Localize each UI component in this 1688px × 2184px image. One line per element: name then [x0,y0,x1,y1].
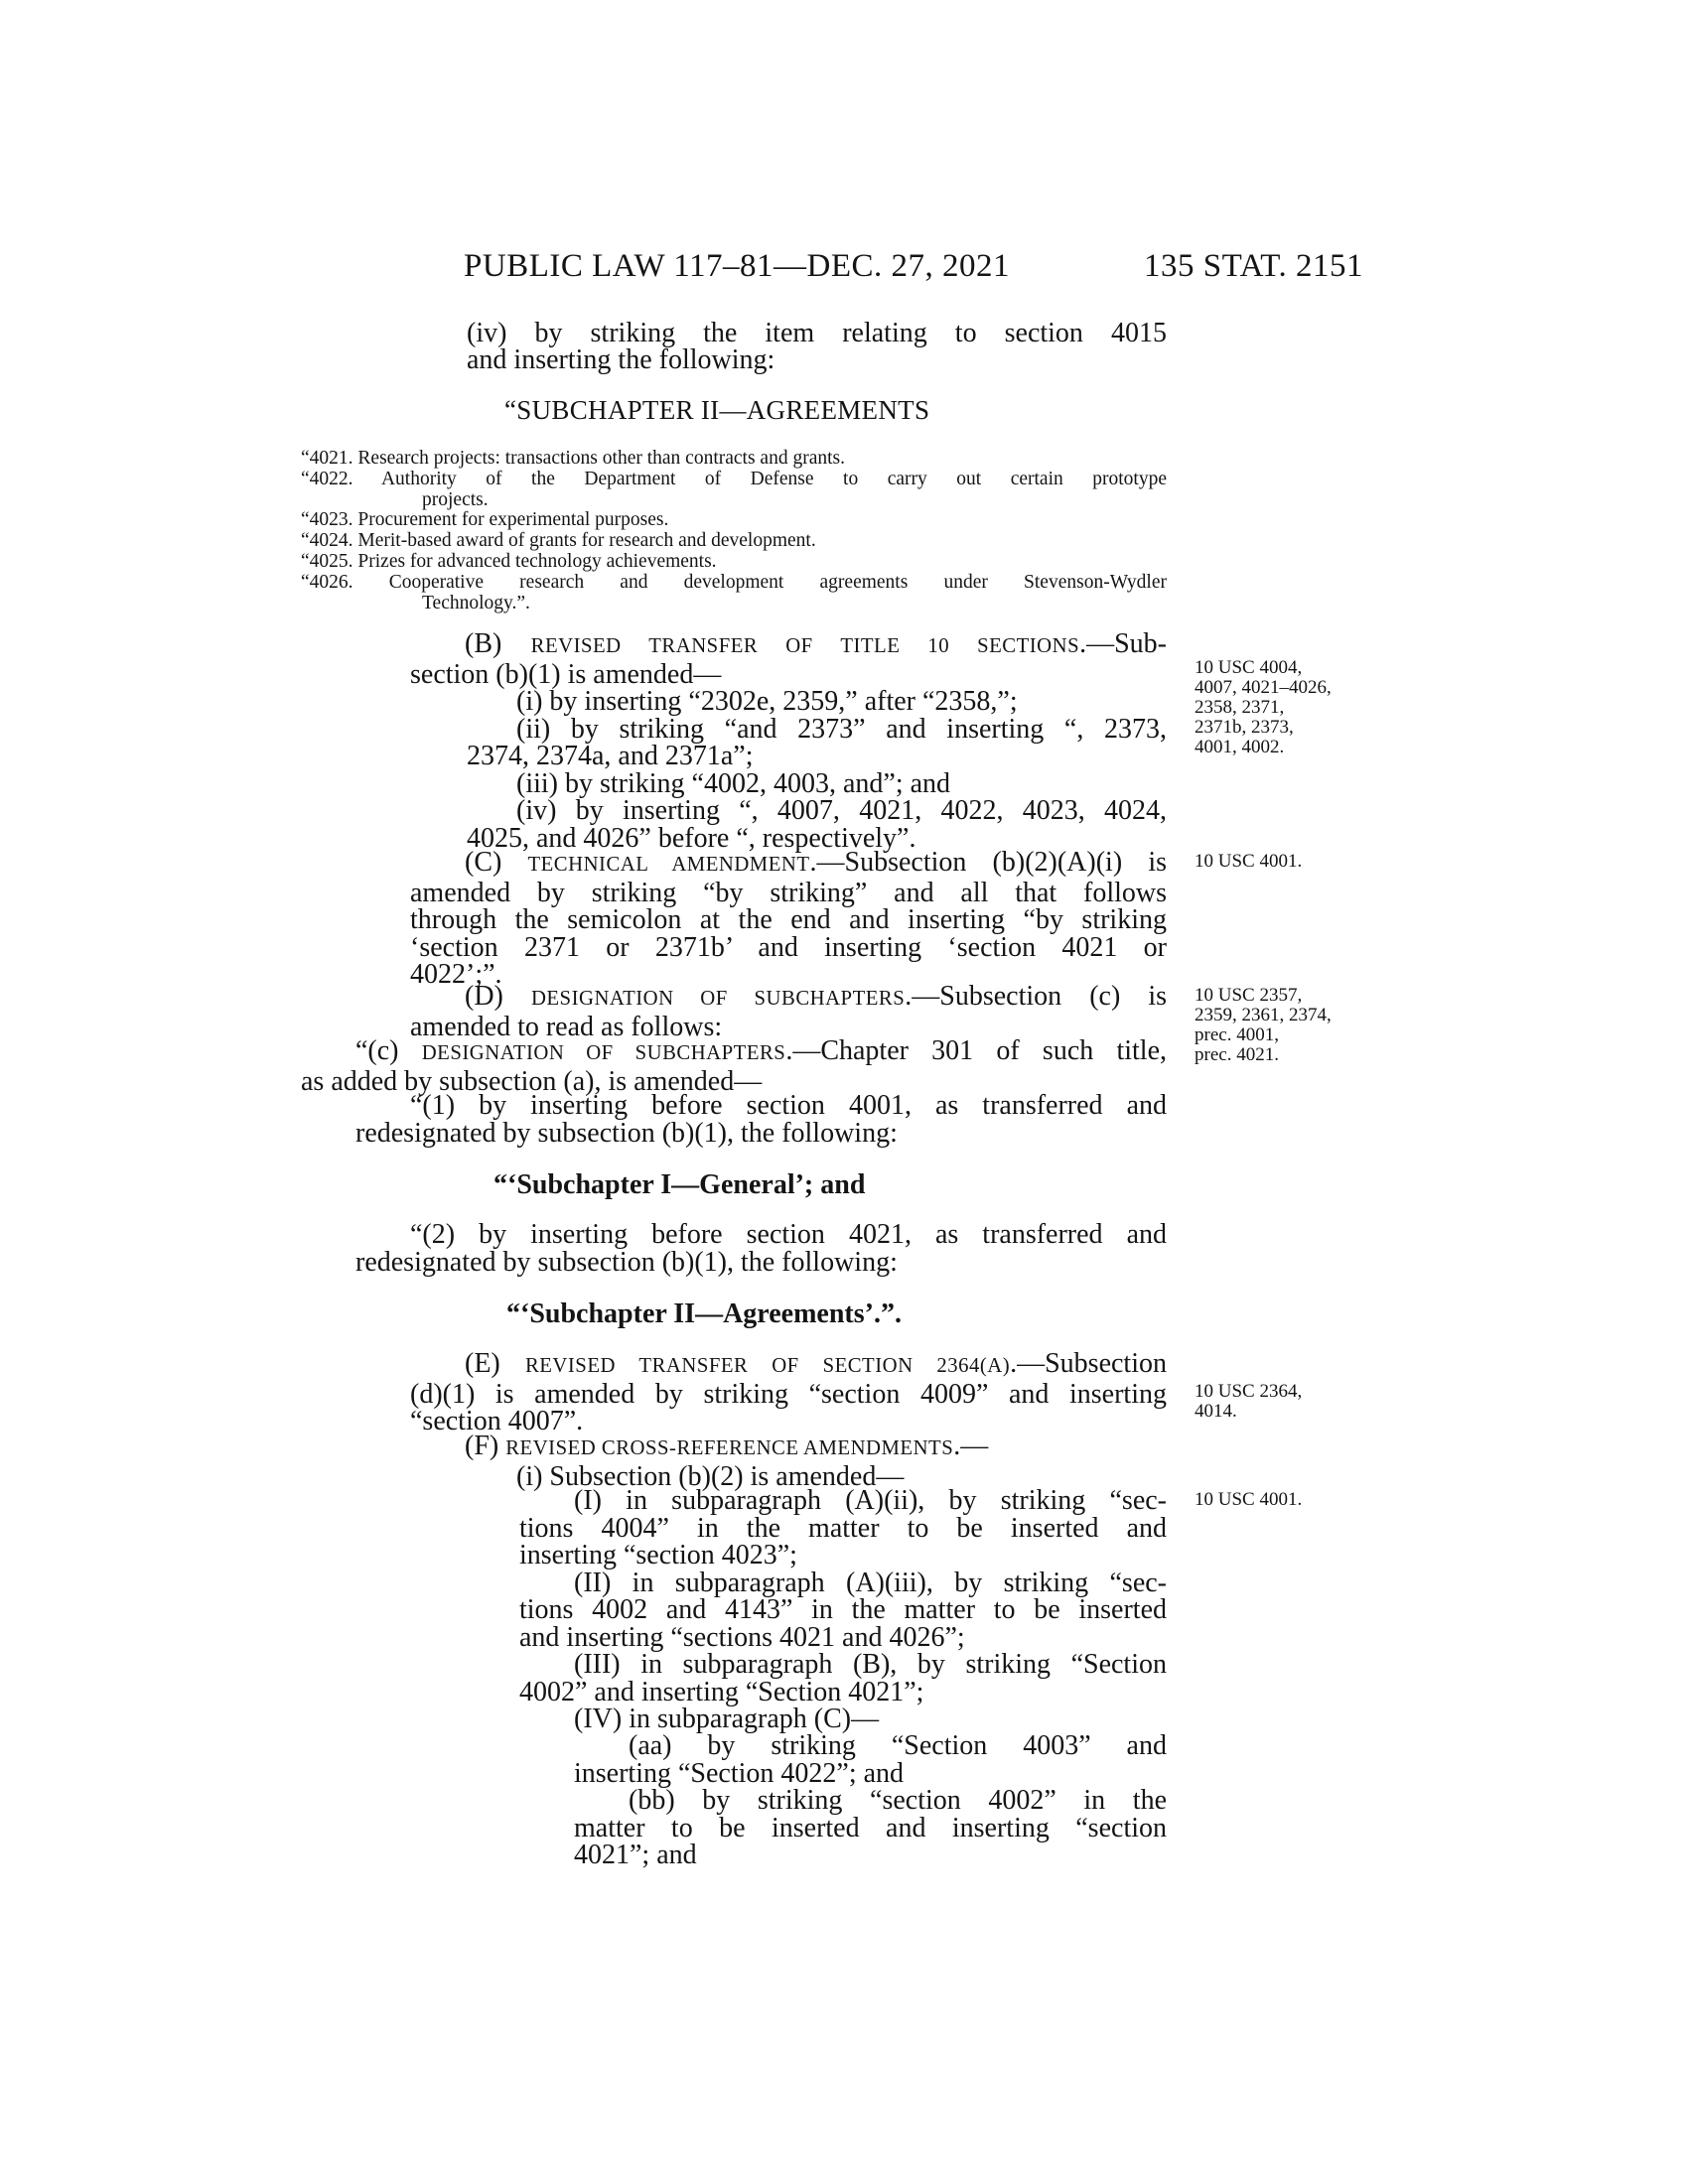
text-line: matter to be inserted and inserting “section [574,1812,1167,1843]
note-line: prec. 4001, [1195,1024,1279,1045]
note-line: 4001, 4002. [1195,737,1285,757]
paragraph-F [410,1433,1167,1490]
margin-note-usc [1195,852,1302,872]
note-line: 4014. [1195,1401,1237,1422]
text-line: (i) Subsection (b)(2) is amended— [516,1460,905,1492]
text-line: “(2) by inserting before section 4021, as transferred and [410,1219,1167,1250]
text-line: section (b)(1) is amended— [410,658,722,690]
text-line: tions 4002 and 4143” in the matter to be inserted [519,1594,1167,1625]
text-line [410,983,1167,1014]
toc-item: “4023. Procurement for experimental purposes. [301,509,669,531]
note-line: prec. 4021. [1195,1044,1279,1065]
note-line: 10 USC 4001. [1195,851,1303,872]
paragraph-E [410,1350,1167,1435]
caps-heading: REVISED CROSS-REFERENCE AMENDMENTS [505,1437,954,1459]
text-line: amended by striking “by striking” and all that follows [410,877,1167,908]
text-run: .—Sub- [1079,628,1167,659]
text-line: (d)(1) is amended by striking “section 4009” and inserting [410,1378,1167,1410]
note-line: 10 USC 2357, [1195,985,1303,1006]
text-line: (iii) by striking “4002, 4003, and”; and [516,767,951,799]
para-label: (B) [465,628,531,659]
text-line: 2374, 2374a, and 2371a”; [467,741,754,771]
toc-item: “4021. Research projects: transactions other than contracts and grants. [301,448,845,469]
text-line: through the semicolon at the end and inserting “by striking [410,904,1167,935]
note-line: 2359, 2361, 2374, [1195,1005,1332,1025]
note-line: 2358, 2371, [1195,697,1285,718]
text-line [410,849,1167,880]
text-run: .—Subsection (c) is [905,981,1168,1012]
text-line: (II) in subparagraph (A)(iii), by striking “sec- [574,1567,1167,1598]
text-run: .—Subsection [1010,1348,1167,1379]
text-line: as added by subsection (a), is amended— [301,1065,763,1097]
text-line: (ii) by striking “and 2373” and inserting “, 2373, [516,713,1167,745]
margin-note-usc [1195,986,1332,1065]
caps-heading: DESIGNATION OF SUBCHAPTERS [421,1042,786,1064]
subchapter-heading: “SUBCHAPTER II—AGREEMENTS [504,395,930,425]
text-line: 4025, and 4026” before “, respectively”. [467,822,916,854]
text-line: (III) in subparagraph (B), by striking “Section [574,1649,1167,1680]
paragraph-B [410,630,1167,852]
caps-heading: DESIGNATION OF SUBCHAPTERS [530,988,906,1010]
paragraph-F-I [519,1487,1167,1733]
inserted-heading-subchapter-1: “‘Subchapter I—General’; and [493,1169,866,1200]
caps-heading: TECHNICAL AMENDMENT [527,854,810,876]
para-label: (D) [465,981,531,1012]
text-line [410,630,1167,661]
paragraph-D-c [301,1037,1167,1095]
text-line: amended to read as follows: [410,1011,723,1042]
note-line: 10 USC 4001. [1195,1489,1303,1510]
text-line: and inserting the following: [467,344,775,375]
para-label: “(c) [355,1035,422,1066]
margin-note-usc [1195,658,1332,757]
text-line: tions 4004” in the matter to be inserted and [519,1512,1167,1544]
margin-note-usc [1195,1490,1302,1510]
text-line: redesignated by subsection (b)(1), the following: [355,1117,898,1149]
text-line: inserting “section 4023”; [519,1540,797,1570]
text-line: (iv) by striking the item relating to section 4015 [467,318,1167,348]
table-of-contents [301,449,1167,614]
running-header-left: PUBLIC LAW 117–81—DEC. 27, 2021 [464,248,1011,284]
inserted-heading-subchapter-2: “‘Subchapter II—Agreements’.”. [506,1298,902,1329]
note-line: 10 USC 2364, [1195,1381,1303,1402]
para-label: (E) [465,1348,525,1379]
text-line: inserting “Section 4022”; and [574,1757,905,1789]
toc-item: “4025. Prizes for advanced technology achievements. [301,550,717,572]
toc-item: “4026. Cooperative research and development agreements under Stevenson-Wydler [301,571,1167,593]
note-line: 4007, 4021–4026, [1195,677,1332,698]
note-line: 10 USC 4004, [1195,657,1303,678]
text-run: .—Chapter 301 of such title, [785,1035,1167,1066]
toc-item-cont: projects. [422,488,489,510]
toc-item: “4022. Authority of the Department of Defense to carry out certain prototype [301,468,1167,489]
paragraph-D [410,983,1167,1040]
text-line: 4021”; and [574,1840,697,1870]
paragraph-iv [467,320,1167,347]
para-label: (C) [465,847,528,878]
text-line: 4002” and inserting “Section 4021”; [519,1676,924,1707]
text-line: (iv) by inserting “, 4007, 4021, 4022, 4023, 4024, [516,795,1167,826]
text-line [410,1433,1167,1463]
paragraph-D-2 [355,1221,1167,1276]
caps-heading: REVISED TRANSFER OF TITLE 10 SECTIONS [530,635,1080,657]
paragraph-iv-cont [467,346,774,374]
text-run: .—Subsection (b)(2)(A)(i) is [809,847,1167,878]
para-label: (F) [465,1431,506,1461]
text-line: “(1) by inserting before section 4001, as transferred and [410,1090,1167,1121]
note-line: 2371b, 2373, [1195,717,1294,738]
text-run: .— [953,1431,989,1461]
text-line: (bb) by striking “section 4002” in the [629,1785,1167,1816]
toc-item: “4024. Merit-based award of grants for research and development. [301,530,816,552]
caps-heading: REVISED TRANSFER OF SECTION 2364(A) [524,1355,1011,1377]
text-line: (IV) in subparagraph (C)— [574,1704,880,1734]
toc-item-cont: Technology.”. [422,592,530,614]
text-line: 4022’;”. [410,959,502,990]
paragraph-F-aa [574,1732,1167,1869]
text-line: (i) by inserting “2302e, 2359,” after “2358,”; [516,686,1018,717]
text-line: redesignated by subsection (b)(1), the following: [355,1246,898,1278]
running-header-right: 135 STAT. 2151 [1144,248,1364,284]
text-line: and inserting “sections 4021 and 4026”; [519,1621,965,1653]
text-line: ‘section 2371 or 2371b’ and inserting ‘section 4021 or [410,931,1167,963]
text-line: “section 4007”. [410,1406,584,1436]
text-line: (I) in subparagraph (A)(ii), by striking “sec- [574,1485,1167,1516]
margin-note-usc [1195,1382,1302,1422]
paragraph-D-1 [355,1092,1167,1147]
paragraph-C [410,849,1167,989]
text-line: (aa) by striking “Section 4003” and [629,1730,1167,1761]
text-line [410,1350,1167,1381]
text-line [301,1037,1167,1068]
